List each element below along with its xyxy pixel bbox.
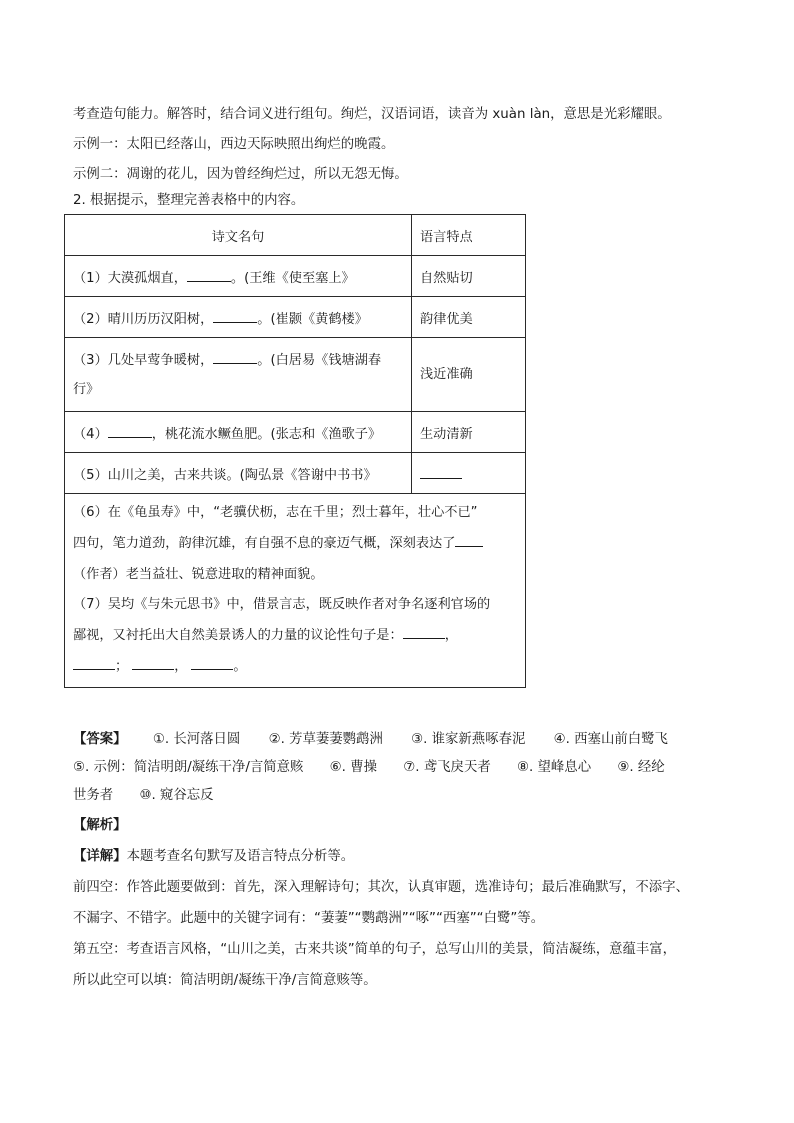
open-questions-cell — [65, 494, 526, 688]
answer-line-2 — [73, 754, 733, 782]
fill-blank — [73, 669, 115, 670]
poem-cell: （5）山川之美，古来共谈。(陶弘景《答谢中书书》 — [65, 453, 412, 494]
detail-tag: 【详解】 — [73, 848, 127, 864]
answer-line-3 — [73, 782, 733, 810]
fill-blank — [420, 464, 462, 479]
answer-tag: 【答案】 — [73, 731, 127, 747]
poem-cell: （4） ，桃花流水鳜鱼肥。(张志和《渔歌子》 — [65, 412, 412, 453]
table-row — [65, 453, 526, 494]
feature-cell: 自然贴切 — [412, 256, 526, 297]
table-row-open-questions — [65, 494, 526, 688]
poem-cell: （1）大漠孤烟直， 。(王维《使至塞上》 — [65, 256, 412, 297]
analysis-p1-line1: 前四空：作答此题要做到：首先，深入理解诗句；其次，认真审题，选准诗句；最后准确默写，不添字、 — [73, 879, 689, 895]
intro-line: 考查造句能力。解答时，结合词义进行组句。绚烂，汉语词语，读音为 xuàn làn，意思是光彩耀眼。 — [73, 107, 671, 122]
q6-line2: 四句，笔力道劲，韵律沉雄，有自强不息的豪迈气概，深刻表达了 — [73, 529, 517, 560]
answer-item: ⑩. 窥谷忘反 — [139, 787, 214, 803]
table-row — [65, 338, 526, 412]
poem-cell: （3）几处早莺争暖树， 。(白居易《钱塘湖春 行》 — [65, 338, 412, 412]
fill-blank — [213, 363, 257, 364]
fill-blank — [108, 437, 152, 438]
answer-item: ⑤. 示例：简洁明朗/凝练干净/言简意赅 — [73, 759, 304, 775]
table-row — [65, 412, 526, 453]
q6-line1: （6）在《龟虽寿》中，“老骥伏枥，志在千里；烈士暮年，壮心不已” — [73, 505, 478, 520]
answer-item: ①. 长河落日圆 — [152, 731, 241, 747]
analysis-section — [73, 810, 733, 996]
example-two: 示例二：凋谢的花儿，因为曾经绚烂过，所以无怨无悔。 — [73, 167, 408, 182]
answer-item: ⑦. 鸢飞戾天者 — [403, 759, 491, 775]
feature-cell: 浅近准确 — [412, 338, 526, 412]
poem-table — [64, 214, 526, 688]
answer-item: ④. 西塞山前白鹭飞 — [553, 731, 668, 747]
fill-blank — [132, 669, 174, 670]
table-row — [65, 297, 526, 338]
feature-cell: 韵律优美 — [412, 297, 526, 338]
analysis-p2-line2: 所以此空可以填：简洁明朗/凝练干净/言简意赅等。 — [73, 972, 377, 988]
answer-item: ⑥. 曹操 — [329, 759, 377, 775]
answer-item: ⑨. 经纶 — [617, 759, 665, 775]
analysis-p1-line2: 不漏字、不错字。此题中的关键字词有：“萋萋”“鹦鹉洲”“啄”“西塞”“白鹭”等。 — [73, 910, 545, 926]
header-poem-lines: 诗文名句 — [65, 215, 412, 256]
q6-line3: （作者）老当益壮、锐意进取的精神面貌。 — [73, 566, 324, 582]
detail-line: 【详解】本题考查名句默写及语言特点分析等。 — [73, 848, 355, 864]
answer-section — [73, 726, 733, 810]
question-2-prompt: 2. 根据提示，整理完善表格中的内容。 — [73, 193, 305, 208]
fill-blank — [213, 322, 257, 323]
q7-line3: ； ， 。 — [73, 652, 517, 683]
fill-blank — [403, 638, 445, 639]
answer-item: ⑧. 望峰息心 — [517, 759, 592, 775]
fill-blank — [455, 546, 483, 547]
document-page — [73, 100, 733, 996]
fill-blank — [191, 669, 233, 670]
feature-cell — [412, 453, 526, 494]
example-one: 示例一：太阳已经落山，西边天际映照出绚烂的晚霞。 — [73, 137, 395, 152]
table-header-row — [65, 215, 526, 256]
answer-item: ③. 谁家新燕啄春泥 — [411, 731, 526, 747]
answer-item: 世务者 — [73, 787, 114, 803]
analysis-p2-line1: 第五空：考查语言风格，“山川之美，古来共谈”简单的句子，总写山川的美景，简洁凝练，意蕴丰富， — [73, 941, 677, 957]
header-language-features: 语言特点 — [412, 215, 526, 256]
feature-cell: 生动清新 — [412, 412, 526, 453]
answer-item: ②. 芳草萋萋鹦鹉洲 — [268, 731, 383, 747]
poem-cell: （2）晴川历历汉阳树， 。(崔颢《黄鹤楼》 — [65, 297, 412, 338]
fill-blank — [187, 281, 231, 282]
q7-line2: 鄙视，又衬托出大自然美景诱人的力量的议论性句子是： ， — [73, 628, 458, 644]
q7-line1: （7）吴均《与朱元思书》中，借景言志，既反映作者对争名逐利官场的 — [73, 597, 491, 613]
analysis-tag: 【解析】 — [73, 817, 127, 833]
table-row — [65, 256, 526, 297]
answer-line-1 — [73, 726, 733, 754]
